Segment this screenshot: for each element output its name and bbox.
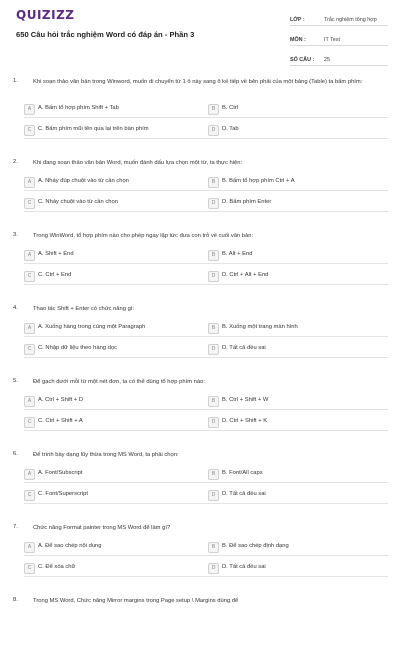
option-key-badge: D	[208, 563, 219, 574]
divider	[24, 503, 388, 504]
option-text: A. Để sao chép nội dung	[38, 543, 102, 549]
meta-label: LỚP :	[290, 17, 305, 23]
answer-option[interactable]	[24, 562, 190, 574]
answer-option[interactable]	[208, 197, 374, 209]
answer-option[interactable]	[208, 541, 374, 553]
answer-option[interactable]	[208, 103, 374, 115]
answer-option[interactable]	[24, 489, 190, 501]
meta-label: MÔN :	[290, 37, 306, 43]
answer-option[interactable]	[24, 322, 190, 334]
option-key-badge: A	[24, 323, 35, 334]
option-key-badge: D	[208, 125, 219, 136]
answer-option[interactable]	[24, 395, 190, 407]
option-text: C. Để xóa chữ	[38, 564, 76, 570]
divider	[24, 555, 388, 556]
answer-option[interactable]	[24, 468, 190, 480]
option-text: B. Để sao chép định dạng	[222, 543, 289, 549]
answer-option[interactable]	[208, 468, 374, 480]
question-item	[0, 451, 400, 524]
answer-option[interactable]	[208, 270, 374, 282]
answer-option[interactable]	[208, 124, 374, 136]
answer-option[interactable]	[208, 395, 374, 407]
question-item	[0, 597, 400, 670]
answer-option[interactable]	[24, 416, 190, 428]
option-key-badge: D	[208, 271, 219, 282]
divider	[24, 263, 388, 264]
question-item	[0, 232, 400, 305]
answer-option[interactable]	[208, 176, 374, 188]
question-number: 2.	[13, 159, 18, 165]
option-key-badge: A	[24, 542, 35, 553]
option-text: D. Bấm phím Enter	[222, 199, 272, 205]
option-key-badge: A	[24, 396, 35, 407]
answer-option[interactable]	[208, 416, 374, 428]
divider	[24, 284, 388, 285]
question-number: 6.	[13, 451, 18, 457]
option-text: C. Nháy chuột vào từ cần chọn	[38, 199, 118, 205]
option-text: D. Tất cả đều sai	[222, 345, 266, 351]
divider	[24, 138, 388, 139]
option-key-badge: C	[24, 490, 35, 501]
option-text: B. Alt + End	[222, 251, 253, 257]
option-text: A. Nháy đúp chuột vào từ cần chọn	[38, 178, 129, 184]
divider	[24, 357, 388, 358]
option-key-badge: C	[24, 417, 35, 428]
option-text: D. Ctrl + Shift + K	[222, 418, 268, 424]
page-title: 650 Câu hỏi trắc nghiệm Word có đáp án - Phần 3	[16, 30, 195, 39]
question-number: 4.	[13, 305, 18, 311]
option-key-badge: A	[24, 177, 35, 188]
answer-option[interactable]	[208, 489, 374, 501]
meta-label: SỐ CÂU :	[290, 57, 315, 63]
divider	[24, 211, 388, 212]
divider	[24, 482, 388, 483]
question-list	[0, 78, 400, 670]
question-text: Khi đang soạn thảo văn bản Word, muốn đánh dấu lựa chọn một từ, ta thực hiện:	[33, 160, 243, 166]
option-key-badge: B	[208, 177, 219, 188]
question-item	[0, 78, 400, 159]
option-text: A. Bấm tổ hợp phím Shift + Tab	[38, 105, 119, 111]
option-text: A. Font/Subscript	[38, 470, 83, 476]
option-key-badge: D	[208, 490, 219, 501]
question-number: 8.	[13, 597, 18, 603]
option-key-badge: C	[24, 198, 35, 209]
question-item	[0, 159, 400, 232]
option-text: A. Ctrl + Shift + D	[38, 397, 84, 403]
option-text: D. Tất cả đều sai	[222, 491, 266, 497]
question-item	[0, 305, 400, 378]
option-key-badge: A	[24, 250, 35, 261]
option-key-badge: B	[208, 469, 219, 480]
meta-value: IT Test	[324, 37, 340, 43]
question-text: Để trình bày dạng lũy thừa trong MS Word, ta phải chọn:	[33, 452, 179, 458]
meta-value: Trắc nghiệm tổng hợp	[324, 17, 377, 23]
option-key-badge: B	[208, 542, 219, 553]
meta-row-class	[290, 12, 388, 26]
answer-option[interactable]	[24, 541, 190, 553]
question-number: 5.	[13, 378, 18, 384]
divider	[24, 430, 388, 431]
question-item	[0, 524, 400, 597]
option-text: B. Bấm tổ hợp phím Ctrl + A	[222, 178, 295, 184]
divider	[24, 336, 388, 337]
answer-option[interactable]	[24, 249, 190, 261]
option-key-badge: D	[208, 198, 219, 209]
option-key-badge: A	[24, 469, 35, 480]
answer-option[interactable]	[24, 103, 190, 115]
option-key-badge: B	[208, 104, 219, 115]
option-text: D. Ctrl + Alt + End	[222, 272, 269, 278]
option-key-badge: C	[24, 563, 35, 574]
answer-option[interactable]	[24, 197, 190, 209]
divider	[24, 409, 388, 410]
question-text: Chức năng Format painter trong MS Word để làm gì?	[33, 525, 171, 531]
meta-info	[290, 12, 388, 72]
answer-option[interactable]	[208, 249, 374, 261]
option-key-badge: C	[24, 125, 35, 136]
question-text: Để gạch dưới mỗi từ một nét đơn, ta có thể dùng tổ hợp phím nào:	[33, 379, 205, 385]
option-text: C. Ctrl + Shift + A	[38, 418, 83, 424]
option-text: B. Ctrl + Shift + W	[222, 397, 269, 403]
question-text: Khi soạn thảo văn bản trong Winword, muốn di chuyển từ 1 ô này sang ô kế tiếp về bên phải của một bảng (Table) ta bấm phím:	[33, 79, 363, 85]
answer-option[interactable]	[208, 343, 374, 355]
answer-option[interactable]	[24, 343, 190, 355]
answer-option[interactable]	[24, 124, 190, 136]
answer-option[interactable]	[24, 270, 190, 282]
meta-value: 25	[324, 57, 330, 63]
answer-option[interactable]	[24, 176, 190, 188]
option-text: A. Shift + End	[38, 251, 74, 257]
option-key-badge: A	[24, 104, 35, 115]
meta-row-count	[290, 52, 388, 66]
question-number: 1.	[13, 78, 18, 84]
option-text: B. Font/All caps	[222, 470, 263, 476]
option-text: B. Xuống một trang màn hình	[222, 324, 298, 330]
question-text: Thao tác Shift + Enter có chức năng gì:	[33, 306, 135, 312]
option-text: C. Ctrl + End	[38, 272, 72, 278]
question-number: 7.	[13, 524, 18, 530]
quizizz-logo: QUIZIZZ	[16, 8, 75, 22]
option-text: C. Font/Superscript	[38, 491, 88, 497]
question-text: Trong MS Word, Chức năng Mirror margins trong Page setup \ Margins dùng để	[33, 598, 239, 604]
option-text: D. Tab	[222, 126, 239, 132]
option-key-badge: D	[208, 417, 219, 428]
question-text: Trong WinWord, tổ hợp phím nào cho phép ngay lập tức đưa con trỏ về cuối văn bản:	[33, 233, 254, 239]
option-key-badge: B	[208, 396, 219, 407]
option-text: C. Nhập dữ liệu theo hàng dọc	[38, 345, 117, 351]
option-key-badge: C	[24, 271, 35, 282]
option-key-badge: B	[208, 250, 219, 261]
option-key-badge: B	[208, 323, 219, 334]
option-key-badge: C	[24, 344, 35, 355]
worksheet-header	[0, 0, 400, 62]
answer-option[interactable]	[208, 562, 374, 574]
question-number: 3.	[13, 232, 18, 238]
option-text: C. Bấm phím mũi tên qua lại trên bàn phím	[38, 126, 149, 132]
divider	[24, 576, 388, 577]
meta-row-subject	[290, 32, 388, 46]
option-text: A. Xuống hàng trong cùng một Paragraph	[38, 324, 146, 330]
divider	[24, 190, 388, 191]
option-text: B. Ctrl	[222, 105, 239, 111]
divider	[24, 117, 388, 118]
option-key-badge: D	[208, 344, 219, 355]
option-text: D. Tất cả đều sai	[222, 564, 266, 570]
answer-option[interactable]	[208, 322, 374, 334]
question-item	[0, 378, 400, 451]
